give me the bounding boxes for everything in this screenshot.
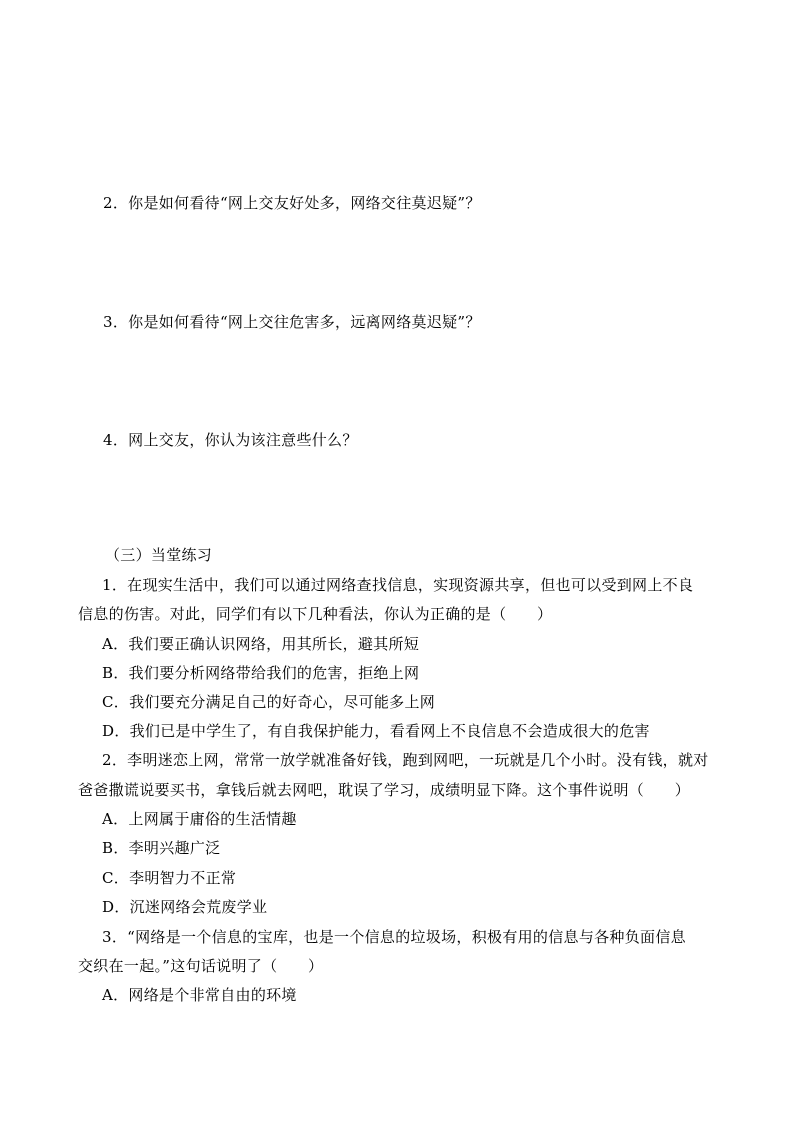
- practice-3-stem-line-1: 3．“网络是一个信息的宝库，也是一个信息的垃圾场，积极有用的信息与各种负面信息: [102, 928, 686, 946]
- practice-3-stem-line-2: 交织在一起。”这句话说明了（ ）: [78, 957, 324, 975]
- practice-2-option-d: D．沉迷网络会荒废学业: [102, 898, 268, 916]
- practice-2-stem-line-1: 2．李明迷恋上网，常常一放学就准备好钱，跑到网吧，一玩就是几个小时。没有钱，就对: [102, 751, 709, 769]
- question-2: 2．你是如何看待“网上交友好处多，网络交往莫迟疑”？: [103, 194, 481, 212]
- practice-3-option-a: A．网络是个非常自由的环境: [102, 986, 297, 1004]
- practice-2-option-b: B．李明兴趣广泛: [102, 839, 221, 857]
- practice-2-option-c: C．李明智力不正常: [102, 869, 237, 887]
- question-4: 4．网上交友，你认为该注意些什么？: [103, 431, 358, 449]
- practice-1-stem-line-2: 信息的伤害。对此，同学们有以下几种看法，你认为正确的是（ ）: [78, 605, 553, 623]
- practice-1-option-d: D．我们已是中学生了，有自我保护能力，看看网上不良信息不会造成很大的危害: [102, 722, 650, 740]
- practice-1-option-b: B．我们要分析网络带给我们的危害，拒绝上网: [102, 664, 420, 682]
- practice-1-option-a: A．我们要正确认识网络，用其所长，避其所短: [102, 635, 420, 653]
- practice-2-option-a: A．上网属于庸俗的生活情趣: [102, 810, 297, 828]
- practice-1-option-c: C．我们要充分满足自己的好奇心，尽可能多上网: [102, 693, 436, 711]
- section-heading: （三）当堂练习: [105, 546, 213, 564]
- practice-1-stem-line-1: 1．在现实生活中，我们可以通过网络查找信息，实现资源共享，但也可以受到网上不良: [102, 576, 694, 594]
- question-3: 3．你是如何看待“网上交往危害多，远离网络莫迟疑”？: [103, 313, 481, 331]
- practice-2-stem-line-2: 爸爸撒谎说要买书，拿钱后就去网吧，耽误了学习，成绩明显下降。这个事件说明（ ）: [78, 781, 691, 799]
